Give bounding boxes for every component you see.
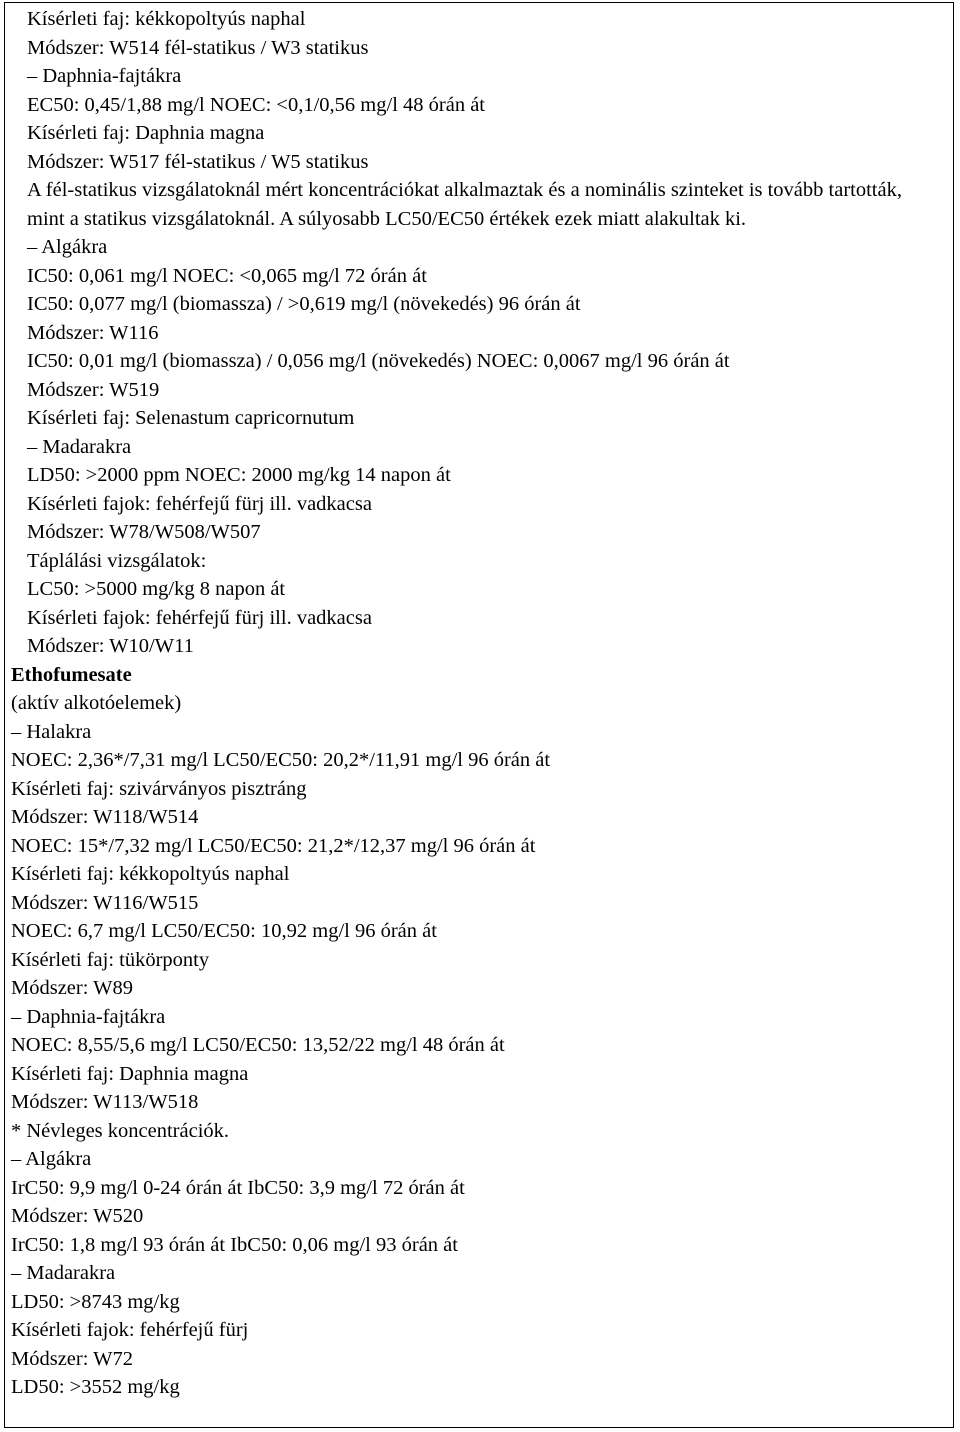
text-line: Kísérleti faj: szivárványos pisztráng	[11, 777, 307, 800]
text-line: – Algákra	[27, 236, 108, 258]
text-line: Kísérleti fajok: fehérfejű fürj ill. vadkacsa	[27, 606, 372, 629]
text-line: LD50: >3552 mg/kg	[11, 1376, 180, 1398]
text-line: EC50: 0,45/1,88 mg/l NOEC: <0,1/0,56 mg/l 48 órán át	[27, 93, 485, 116]
text-line: NOEC: 2,36*/7,31 mg/l LC50/EC50: 20,2*/11,91 mg/l 96 órán át	[11, 749, 551, 771]
text-line: – Halakra	[11, 720, 92, 743]
text-line: – Algákra	[11, 1148, 92, 1170]
text-line: (aktív alkotóelemek)	[11, 692, 182, 714]
text-line: LD50: >8743 mg/kg	[11, 1290, 180, 1313]
text-line: Kísérleti faj: Daphnia magna	[27, 122, 265, 144]
text-line: Táplálási vizsgálatok:	[27, 549, 207, 572]
text-line: Módszer: W72	[11, 1347, 134, 1370]
text-line: Módszer: W116/W515	[11, 891, 199, 914]
text-line: Kísérleti faj: kékkopoltyús naphal	[11, 863, 290, 885]
text-line: Módszer: W116	[27, 321, 159, 344]
text-line: Kísérleti faj: kékkopoltyús naphal	[27, 8, 306, 30]
text-line: Kísérleti faj: Daphnia magna	[11, 1062, 249, 1085]
text-line: Kísérleti fajok: fehérfejű fürj ill. vadkacsa	[27, 492, 372, 515]
document-text	[11, 5, 941, 1402]
text-line: Kísérleti faj: Selenastum capricornutum	[27, 407, 355, 429]
text-line: LC50: >5000 mg/kg 8 napon át	[27, 578, 286, 600]
text-line: – Madarakra	[11, 1262, 116, 1284]
text-line: IC50: 0,01 mg/l (biomassza) / 0,056 mg/l (növekedés) NOEC: 0,0067 mg/l 96 órán át	[27, 350, 730, 372]
text-line: – Madarakra	[27, 435, 132, 458]
text-line: Módszer: W520	[11, 1205, 144, 1227]
text-line: IC50: 0,061 mg/l NOEC: <0,065 mg/l 72 órán át	[27, 264, 427, 287]
text-line: NOEC: 15*/7,32 mg/l LC50/EC50: 21,2*/12,37 mg/l 96 órán át	[11, 834, 536, 857]
text-line: – Daphnia-fajtákra	[27, 65, 182, 87]
text-line: * Névleges koncentrációk.	[11, 1119, 230, 1142]
text-line: NOEC: 8,55/5,6 mg/l LC50/EC50: 13,52/22 mg/l 48 órán át	[11, 1034, 505, 1056]
text-line: IrC50: 1,8 mg/l 93 órán át IbC50: 0,06 mg/l 93 órán át	[11, 1233, 458, 1256]
text-line: Módszer: W10/W11	[27, 635, 194, 657]
text-line: – Daphnia-fajtákra	[11, 1005, 166, 1028]
text-line: Módszer: W519	[27, 378, 160, 401]
text-line: Módszer: W517 fél-statikus / W5 statikus	[27, 150, 369, 173]
text-line: Módszer: W118/W514	[11, 806, 199, 828]
text-paragraph: A fél-statikus vizsgálatoknál mért koncentrációkat alkalmaztak és a nominális szinteket is tovább tartották, mint a statikus vizsgálatoknál. A súlyosabb LC50/EC50 értékek ezek miatt alakultak ki.	[27, 179, 902, 230]
top-block	[11, 5, 941, 661]
text-line: Módszer: W113/W518	[11, 1091, 199, 1113]
text-line: IC50: 0,077 mg/l (biomassza) / >0,619 mg/l (növekedés) 96 órán át	[27, 293, 581, 315]
text-line: Módszer: W89	[11, 977, 134, 999]
text-line: LD50: >2000 ppm NOEC: 2000 mg/kg 14 napon át	[27, 464, 451, 486]
text-line: Kísérleti fajok: fehérfejű fürj	[11, 1319, 249, 1341]
text-line: Módszer: W78/W508/W507	[27, 521, 261, 543]
section-heading: Ethofumesate	[11, 663, 132, 686]
text-line: IrC50: 9,9 mg/l 0-24 órán át IbC50: 3,9 mg/l 72 órán át	[11, 1176, 465, 1199]
text-line: Kísérleti faj: tükörponty	[11, 948, 210, 971]
text-line: Módszer: W514 fél-statikus / W3 statikus	[27, 36, 369, 59]
text-line: NOEC: 6,7 mg/l LC50/EC50: 10,92 mg/l 96 órán át	[11, 920, 437, 942]
